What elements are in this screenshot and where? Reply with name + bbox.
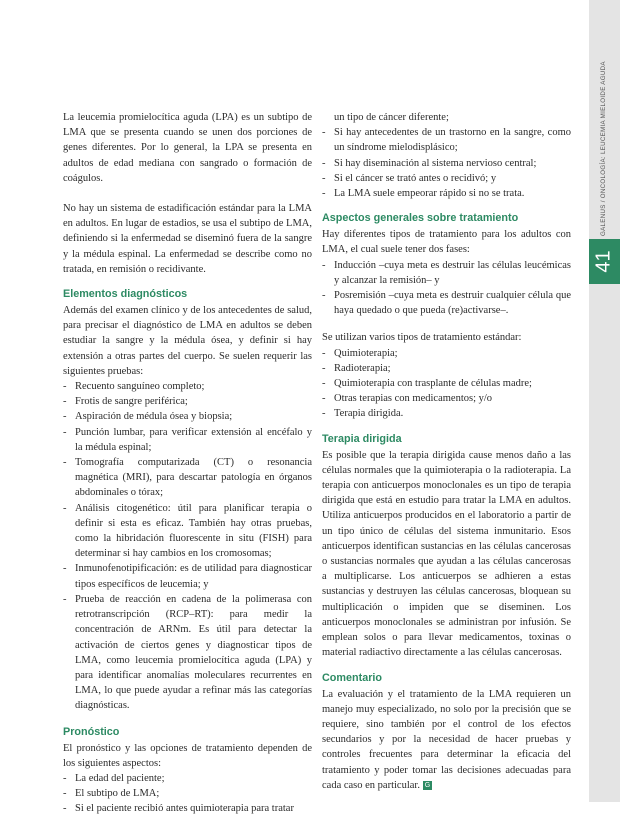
targeted-therapy-paragraph: Es posible que la terapia dirigida cause menos daño a las células normales que la quimioterapia o la radioterapia. La terapia con anticuerpos monoclonales es un tipo de terapia dirigida que está en estudio para tratar la LMA en adultos. Utiliza anticuerpos producidos en el laboratorio a partir de un tipo único de células del sistema inmunitario. Esos anticuerpos identifican sustancias en las células cancerosas o sustancias normales que ayudan a las células cancerosas a multiplicarse. Los anticuerpos se adhieren a estas sustancias y destruyen las células cancerosas, bloquean su multiplicación o impiden que se diseminen. Los anticuerpos monoclonales se administran por infusión. Se emplean solos o para llevar medicamentos, toxinas o material radiactivo directamente a las células cancerosas. [322, 449, 571, 659]
list-item: - Terapia dirigida. [322, 408, 404, 420]
section-heading-treatment: Aspectos generales sobre tratamiento [322, 212, 519, 225]
section-heading-prognosis: Pronóstico [63, 725, 120, 738]
list-item: - Si hay antecedentes de un trastorno en la sangre, como un síndrome mielodisplásico; [322, 127, 571, 154]
intro-paragraph: La leucemia promielocítica aguda (LPA) es un subtipo de LMA que se presenta cuando se unen dos porciones de genes diferentes. Por lo general, la LPA se presenta en adultos de edad mediana con sangrado o formación de coágulos. [63, 112, 312, 184]
list-item: - Prueba de reacción en cadena de la polimerasa con retrotranscripción (RCP–RT): para medir la concentración de ARNm. Es útil para detectar la activación de ciertos genes y diagnosticar tipos de LMA, como leucemia promielocítica aguda (LPA) y para identificar anomalías moleculares recurrentes en LMA, lo que puede ayudar a refinar más las categorías diagnósticas. [63, 593, 312, 712]
list-item: - Punción lumbar, para verificar extensión al encéfalo y la médula espinal; [63, 426, 312, 453]
section-heading-targeted-therapy: Terapia dirigida [322, 432, 402, 445]
list-item: - Quimioterapia; [322, 347, 398, 359]
diagnostics-intro: Además del examen clínico y de los antecedentes de salud, para precisar el diagnóstico de LMA en adultos se deben estudiar la sangre y la médula ósea, y definir si hay extensión a otras partes del cuerpo. Se suelen requerir las siguientes pruebas: [63, 305, 312, 377]
list-item: - Análisis citogenético: útil para planificar terapia o definir si esta es eficaz. También hay otras pruebas, como la hibridación fluorescente in situ (FISH) para determinar si hay cambios en los cromosomas; [63, 502, 312, 560]
comment-paragraph: La evaluación y el tratamiento de la LMA requieren un manejo muy especializado, no solo por la precisión que se requiere, sino también por el control de los efectos secundarios y por la necesidad de hacer pruebas y controles frecuentes para determinar la eficacia del tratamiento y poder tomar las decisiones adecuadas para cada caso en particular. G [322, 688, 571, 791]
end-of-article-mark: G [424, 781, 431, 789]
list-item: - Inmunofenotipificación: es de utilidad para diagnosticar tipos específicos de leucemia; y [63, 563, 312, 590]
list-item: - La edad del paciente; [63, 772, 165, 784]
list-item: - Inducción –cuya meta es destruir las células leucémicas y alcanzar la remisión– y [322, 259, 571, 286]
list-item: - Si hay diseminación al sistema nervioso central; [322, 157, 537, 169]
list-item: - Quimioterapia con trasplante de células madre; [322, 378, 532, 390]
list-item: - Recuento sanguíneo completo; [63, 381, 205, 393]
treatment-phases-list [322, 258, 571, 319]
list-item: - Otras terapias con medicamentos; y/o [322, 393, 493, 405]
list-item: - Si el paciente recibió antes quimioterapia para tratar [63, 803, 294, 815]
list-item: - Radioterapia; [322, 362, 391, 374]
list-item: - Posremisión –cuya meta es destruir cualquier célula que haya quedado o que pueda (re)activarse–. [322, 290, 571, 317]
list-item: - La LMA suele empeorar rápido si no se trata. [322, 188, 525, 200]
treatment-intro: Hay diferentes tipos de tratamiento para los adultos con LMA, el cual suele tener dos fases: [322, 229, 571, 256]
diagnostics-list [63, 379, 312, 713]
page-number: 41 [593, 250, 615, 273]
left-column [63, 110, 312, 817]
list-item: - Tomografía computarizada (CT) o resonancia magnética (MRI), para descartar patología en órganos abdominales o tórax; [63, 457, 312, 499]
list-item: - Frotis de sangre periférica; [63, 396, 188, 408]
list-item: - Si el cáncer se trató antes o recidivó; y [322, 172, 497, 184]
staging-paragraph: No hay un sistema de estadificación estándar para la LMA en adultos. En lugar de estadios, se usa el subtipo de LMA, definiendo si la enfermedad se diseminó fuera de la sangre y la médula espinal. La enfermedad se describe como no tratada, en remisión o recidivante. [63, 203, 312, 275]
section-heading-comment: Comentario [322, 671, 382, 684]
running-header: GALENUS / ONCOLOGÍA: LEUCEMIA MIELOIDE AGUDA [600, 61, 607, 236]
standard-treatment-intro: Se utilizan varios tipos de tratamiento estándar: [322, 332, 522, 344]
prognosis-intro: El pronóstico y las opciones de tratamiento dependen de los siguientes aspectos: [63, 742, 312, 769]
prognosis-list [63, 771, 312, 817]
list-item: - El subtipo de LMA; [63, 788, 160, 800]
section-heading-diagnostics: Elementos diagnósticos [63, 288, 188, 301]
list-item: - Aspiración de médula ósea y biopsia; [63, 411, 233, 423]
prognosis-continuation: un tipo de cáncer diferente; [334, 112, 449, 123]
right-column [322, 110, 571, 793]
prognosis-list-continued [322, 125, 571, 201]
standard-treatment-list [322, 346, 571, 422]
